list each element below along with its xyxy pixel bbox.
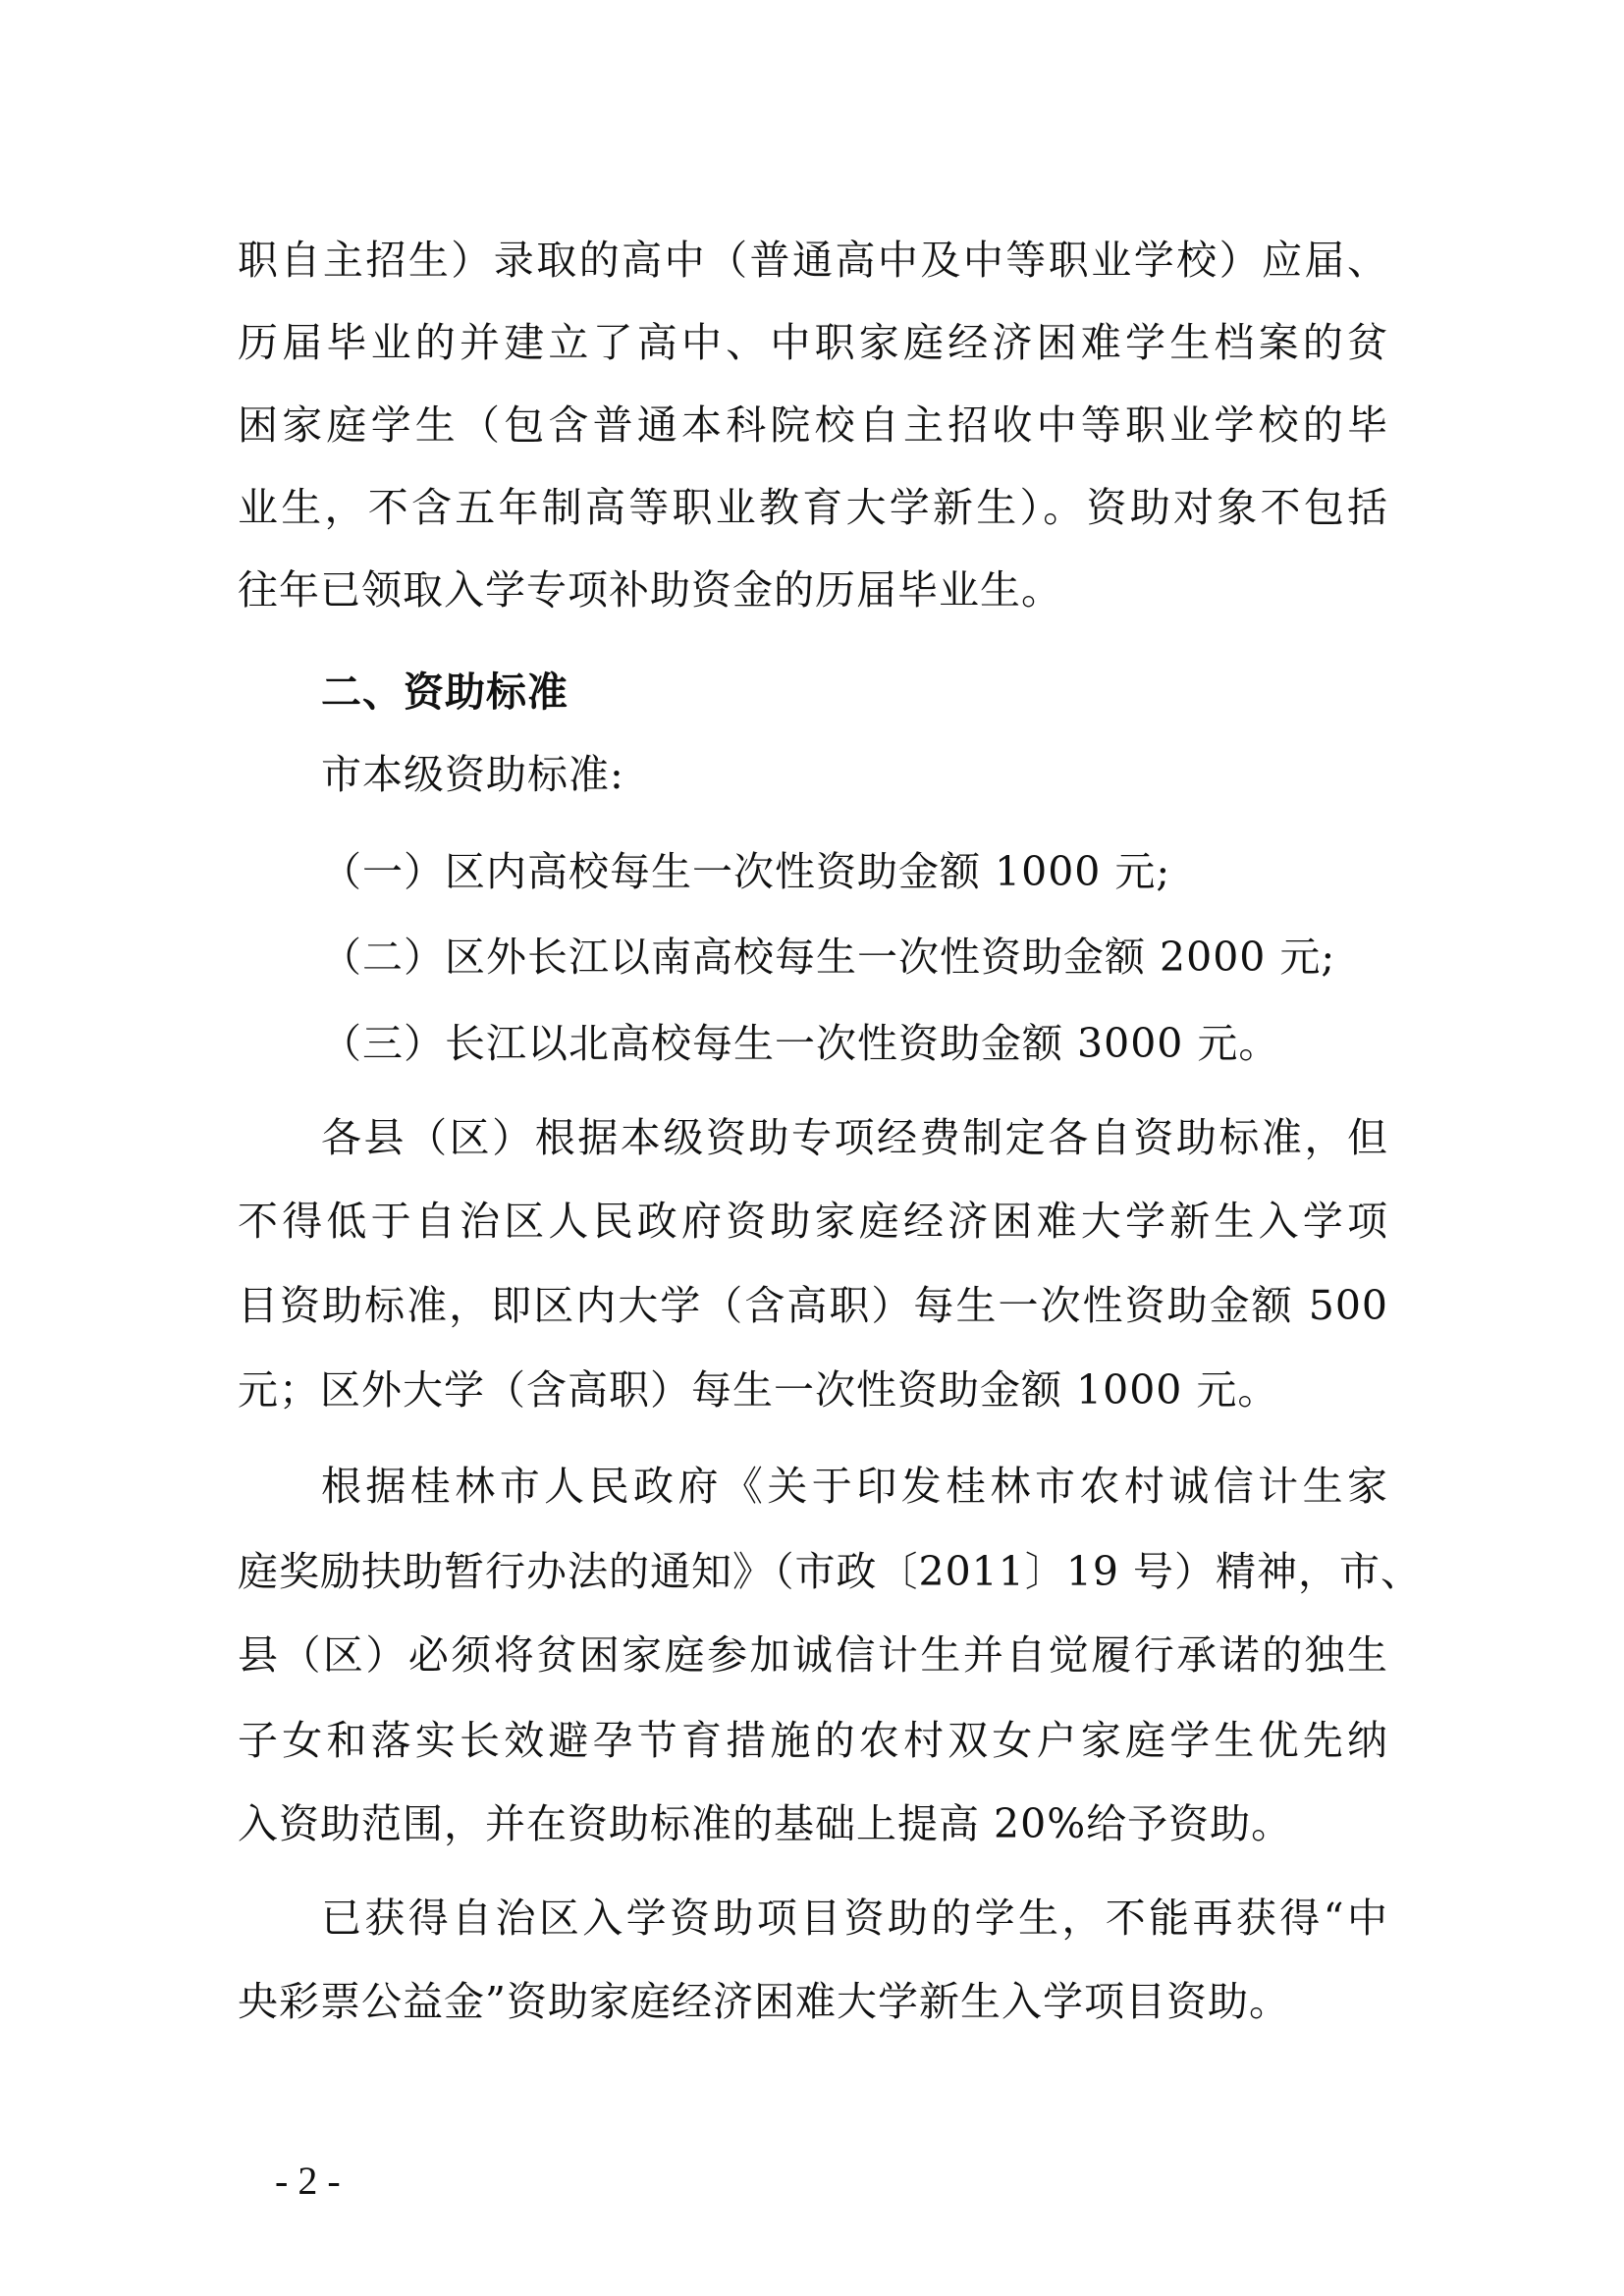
paragraph-3-line: 入资助范围，并在资助标准的基础上提高 20%给予资助。 bbox=[238, 1800, 1293, 1847]
paragraph-4-line: 央彩票公益金”资助家庭经济困难大学新生入学项目资助。 bbox=[238, 1978, 1290, 2025]
paragraph-1-line: 困家庭学生（包含普通本科院校自主招收中等职业学校的毕 bbox=[238, 401, 1388, 449]
section-heading: 二、资助标准 bbox=[321, 668, 568, 716]
paragraph-1-line: 往年已领取入学专项补助资金的历届毕业生。 bbox=[238, 566, 1062, 614]
paragraph-3-line: 县（区）必须将贫困家庭参加诚信计生并自觉履行承诺的独生 bbox=[238, 1631, 1388, 1679]
standard-item: （一）区内高校每生一次性资助金额 1000 元; bbox=[321, 848, 1171, 895]
standard-item: （三）长江以北高校每生一次性资助金额 3000 元。 bbox=[321, 1020, 1280, 1067]
paragraph-2-line: 各县（区）根据本级资助专项经费制定各自资助标准，但 bbox=[321, 1114, 1388, 1161]
paragraph-3-line: 子女和落实长效避孕节育措施的农村双女户家庭学生优先纳 bbox=[238, 1717, 1388, 1764]
paragraph-2-line: 元；区外大学（含高职）每生一次性资助金额 1000 元。 bbox=[238, 1366, 1279, 1414]
standard-item: （二）区外长江以南高校每生一次性资助金额 2000 元; bbox=[321, 934, 1336, 981]
paragraph-3-line: 庭奖励扶助暂行办法的通知》（市政〔2011〕19 号）精神，市、 bbox=[238, 1548, 1423, 1595]
paragraph-4-line: 已获得自治区入学资助项目资助的学生，不能再获得“中 bbox=[321, 1895, 1388, 1942]
paragraph-3-line: 根据桂林市人民政府《关于印发桂林市农村诚信计生家 bbox=[321, 1463, 1388, 1510]
page-number: - 2 - bbox=[275, 2159, 341, 2203]
paragraph-1-line: 业生，不含五年制高等职业教育大学新生）。资助对象不包括 bbox=[238, 484, 1388, 531]
paragraph-1-line: 职自主招生）录取的高中（普通高中及中等职业学校）应届、 bbox=[238, 237, 1388, 284]
paragraph-1-line: 历届毕业的并建立了高中、中职家庭经济困难学生档案的贫 bbox=[238, 319, 1388, 366]
paragraph-2-line: 目资助标准，即区内大学（含高职）每生一次性资助金额 500 bbox=[238, 1282, 1388, 1329]
paragraph-2-line: 不得低于自治区人民政府资助家庭经济困难大学新生入学项 bbox=[238, 1198, 1388, 1245]
city-standard-intro: 市本级资助标准: bbox=[321, 751, 624, 798]
